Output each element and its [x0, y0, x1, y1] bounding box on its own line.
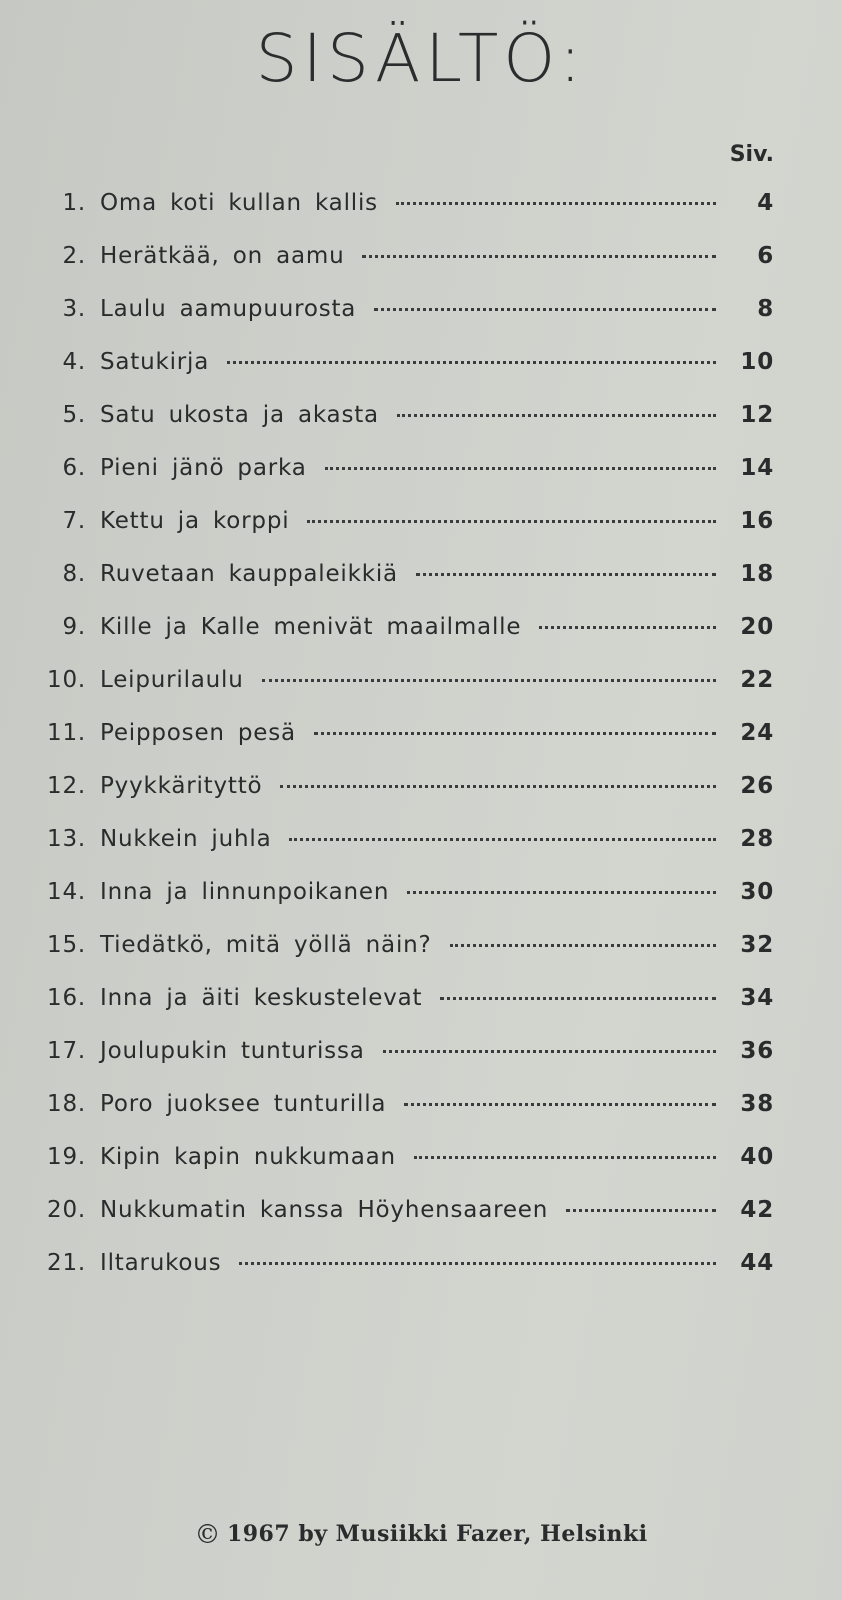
entry-title: Iltarukous [100, 1250, 222, 1276]
page-title: SISÄLTÖ: [255, 20, 587, 97]
entry-page: 8 [757, 296, 774, 322]
dot-leader [325, 467, 716, 470]
dot-leader [566, 1209, 716, 1212]
entry-number: 17. [47, 1038, 86, 1064]
entry-page: 38 [740, 1091, 774, 1117]
entry-page: 36 [740, 1038, 774, 1064]
copyright-text: 1967 by Musiikki Fazer, Helsinki [226, 1521, 648, 1547]
toc-entry [40, 561, 774, 614]
dot-leader [239, 1262, 716, 1265]
entry-page: 10 [740, 349, 774, 375]
entry-page: 22 [740, 667, 774, 693]
entry-title: Herätkää, on aamu [100, 243, 345, 269]
dot-leader [407, 891, 716, 894]
toc-entry [40, 1038, 774, 1091]
toc-entry [40, 614, 774, 667]
toc-entry [40, 455, 774, 508]
toc-entry [40, 826, 774, 879]
dot-leader [289, 838, 716, 841]
entry-number: 7. [62, 508, 86, 534]
page-column-header: Siv. [729, 142, 774, 167]
dot-leader [450, 944, 716, 947]
entry-number: 9. [62, 614, 86, 640]
entry-title: Pieni jänö parka [100, 455, 307, 481]
entry-number: 14. [47, 879, 86, 905]
entry-page: 6 [757, 243, 774, 269]
entry-page: 30 [740, 879, 774, 905]
entry-title: Peipposen pesä [100, 720, 296, 746]
toc-entry [40, 1197, 774, 1250]
entry-title: Laulu aamupuurosta [100, 296, 357, 322]
entry-title: Satukirja [100, 349, 210, 375]
toc-entry [40, 243, 774, 296]
entry-title: Pyykkärityttö [100, 773, 263, 799]
entry-page: 18 [740, 561, 774, 587]
dot-leader [396, 202, 716, 205]
dot-leader [362, 255, 716, 258]
entry-title: Joulupukin tunturissa [100, 1038, 365, 1064]
entry-number: 20. [47, 1197, 86, 1223]
toc-entry [40, 667, 774, 720]
entry-number: 8. [62, 561, 86, 587]
dot-leader [539, 626, 716, 629]
entry-number: 21. [47, 1250, 86, 1276]
entry-number: 12. [47, 773, 86, 799]
entry-title: Oma koti kullan kallis [100, 190, 378, 216]
entry-number: 16. [47, 985, 86, 1011]
dot-leader [404, 1103, 716, 1106]
entry-number: 18. [47, 1091, 86, 1117]
entry-number: 1. [62, 190, 86, 216]
entry-number: 19. [47, 1144, 86, 1170]
dot-leader [416, 573, 716, 576]
dot-leader [227, 361, 716, 364]
entry-title: Satu ukosta ja akasta [100, 402, 379, 428]
entry-number: 15. [47, 932, 86, 958]
entry-title: Kille ja Kalle menivät maailmalle [100, 614, 522, 640]
entry-number: 3. [62, 296, 86, 322]
toc-entry [40, 508, 774, 561]
entry-page: 42 [740, 1197, 774, 1223]
entry-page: 40 [740, 1144, 774, 1170]
toc-entry [40, 932, 774, 985]
entry-title: Nukkumatin kanssa Höyhensaareen [100, 1197, 549, 1223]
dot-leader [383, 1050, 716, 1053]
entry-page: 34 [740, 985, 774, 1011]
entry-page: 4 [757, 190, 774, 216]
toc-entry [40, 190, 774, 243]
entry-number: 10. [47, 667, 86, 693]
entry-page: 24 [740, 720, 774, 746]
entry-number: 6. [62, 455, 86, 481]
toc-entry [40, 296, 774, 349]
toc-entry [40, 1091, 774, 1144]
entry-title: Leipurilaulu [100, 667, 244, 693]
toc-entry [40, 879, 774, 932]
entry-page: 16 [740, 508, 774, 534]
entry-title: Kipin kapin nukkumaan [100, 1144, 396, 1170]
copyright-footer [0, 1518, 842, 1548]
toc-entry [40, 402, 774, 455]
dot-leader [374, 308, 716, 311]
entry-title: Ruvetaan kauppaleikkiä [100, 561, 398, 587]
entry-page: 44 [740, 1250, 774, 1276]
entry-page: 32 [740, 932, 774, 958]
entry-number: 13. [47, 826, 86, 852]
entry-number: 5. [62, 402, 86, 428]
copyright-icon: © [194, 1520, 221, 1550]
dot-leader [440, 997, 716, 1000]
entry-page: 28 [740, 826, 774, 852]
dot-leader [280, 785, 716, 788]
table-of-contents [40, 190, 774, 1303]
dot-leader [397, 414, 716, 417]
entry-page: 20 [740, 614, 774, 640]
dot-leader [414, 1156, 716, 1159]
entry-title: Tiedätkö, mitä yöllä näin? [100, 932, 432, 958]
entry-page: 12 [740, 402, 774, 428]
entry-number: 11. [47, 720, 86, 746]
dot-leader [262, 679, 716, 682]
entry-title: Kettu ja korppi [100, 508, 290, 534]
entry-title: Nukkein juhla [100, 826, 272, 852]
dot-leader [307, 520, 716, 523]
entry-number: 4. [62, 349, 86, 375]
toc-entry [40, 773, 774, 826]
entry-title: Inna ja linnunpoikanen [100, 879, 390, 905]
entry-title: Inna ja äiti keskustelevat [100, 985, 423, 1011]
toc-entry [40, 349, 774, 402]
entry-number: 2. [62, 243, 86, 269]
entry-title: Poro juoksee tunturilla [100, 1091, 387, 1117]
entry-page: 14 [740, 455, 774, 481]
toc-entry [40, 720, 774, 773]
dot-leader [314, 732, 716, 735]
entry-page: 26 [740, 773, 774, 799]
toc-entry [40, 1250, 774, 1303]
toc-entry [40, 1144, 774, 1197]
toc-entry [40, 985, 774, 1038]
